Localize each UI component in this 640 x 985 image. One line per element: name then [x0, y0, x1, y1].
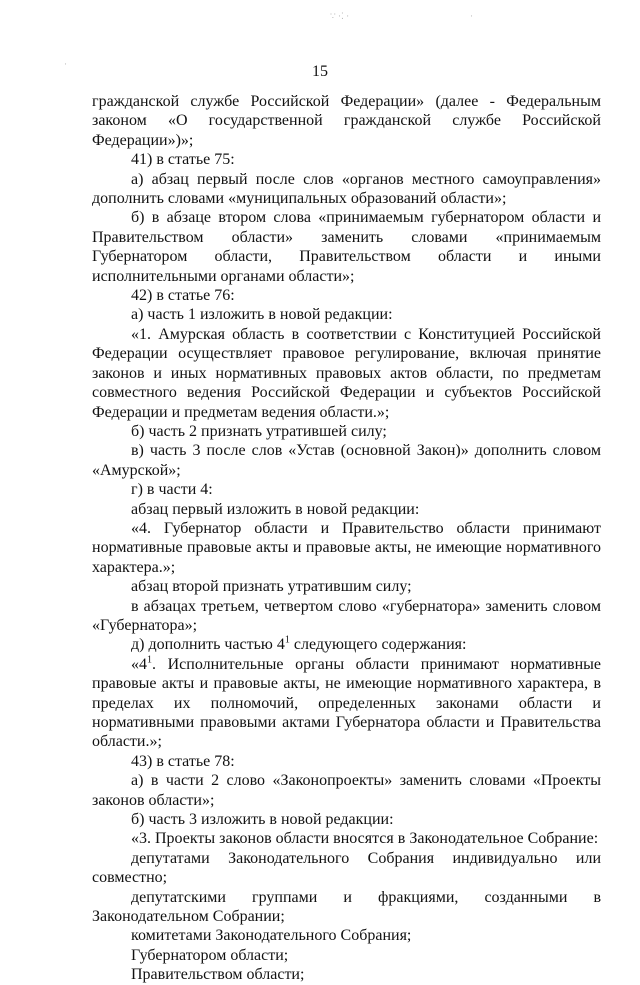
paragraph: «3. Проекты законов области вносятся в Законодательное Собрание:: [131, 830, 599, 848]
text-run: . Исполнительные органы области принимают нормативные правовые акты и правовые акты, не имеющие нормативного характера, в пределах их полномочий, определенных законами области и нормативными правовыми актами Губернатора области и Правительства области.»;: [92, 655, 601, 751]
paragraph: б) в абзаце втором слова «принимаемым губернатором области и Правительством области» заменить словами «принимаемым Губернатором области, Правительством области и иными исполнительными органами области»;: [92, 209, 601, 285]
scan-artifact: ·: [64, 59, 67, 69]
paragraph: 41) в статье 75:: [131, 151, 235, 169]
page-number: 15: [312, 63, 328, 80]
paragraph: 43) в статье 78:: [131, 752, 235, 770]
scan-artifact: ·: [470, 11, 473, 21]
scan-artifact: ∵ ·⁚ ·: [330, 11, 350, 21]
paragraph: а) в части 2 слово «Законопроекты» заменить словами «Проекты законов области»;: [92, 772, 601, 809]
paragraph: гражданской службе Российской Федерации» (далее - Федеральным законом «О государственной гражданской службе Российской Федерации»)»;: [92, 93, 601, 149]
paragraph: «4. Губернатор области и Правительство области принимают нормативные правовые акты и правовые акты, не имеющие нормативного характера.»;: [92, 519, 601, 576]
paragraph: г) в части 4:: [131, 481, 213, 499]
paragraph: абзац первый изложить в новой редакции:: [131, 500, 420, 518]
paragraph: депутатами Законодательного Собрания индивидуально или совместно;: [92, 849, 601, 887]
text-run: д) дополнить частью 4: [131, 636, 285, 654]
paragraph: «1. Амурская область в соответствии с Конституцией Российской Федерации осуществляет правовое регулирование, включая принятие законов и иных нормативных правовых актов области, по предметам совместного ведения Российской Федерации и субъектов Российской Федерации и предметам ведения области.»;: [92, 325, 601, 421]
superscript: 1: [284, 635, 290, 647]
paragraph: комитетами Законодательного Собрания;: [131, 927, 412, 945]
paragraph: а) абзац первый после слов «органов местного самоуправления» дополнить словами «муниципальных образований области»;: [92, 170, 601, 208]
paragraph: б) часть 3 изложить в новой редакции:: [131, 811, 394, 829]
paragraph: б) часть 2 признать утратившей силу;: [131, 422, 387, 440]
paragraph: [92, 655, 601, 752]
text-run: «4: [131, 655, 147, 673]
paragraph: 42) в статье 76:: [131, 287, 235, 305]
paragraph: [92, 635, 601, 654]
paragraph: в) часть 3 после слов «Устав (основной Закон)» дополнить словом «Амурской»;: [92, 442, 601, 479]
paragraph: Правительством области;: [131, 966, 305, 984]
superscript: 1: [147, 654, 152, 666]
text-run: следующего содержания:: [289, 636, 467, 654]
paragraph: в абзацах третьем, четвертом слово «губернатора» заменить словом «Губернатора»;: [92, 597, 601, 634]
paragraph: Губернатором области;: [131, 946, 289, 964]
paragraph: абзац второй признать утратившим силу;: [131, 578, 412, 596]
document-body: [92, 92, 601, 985]
paragraph: а) часть 1 изложить в новой редакции:: [131, 306, 393, 324]
paragraph: депутатскими группами и фракциями, созданными в Законодательном Собрании;: [92, 888, 601, 926]
